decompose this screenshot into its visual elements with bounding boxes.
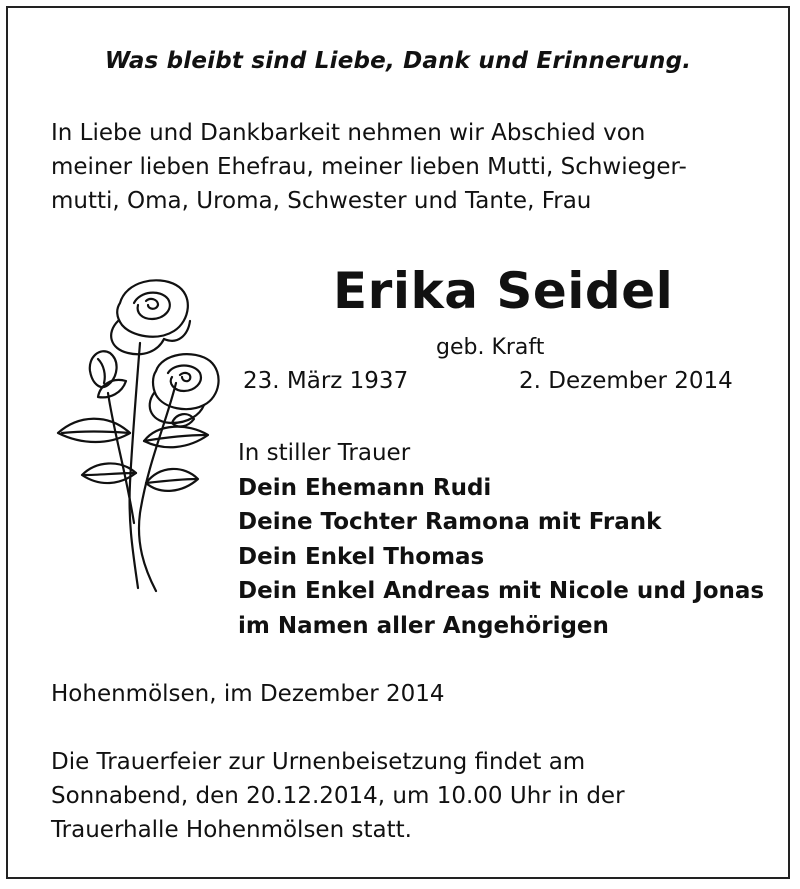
place-date: Hohenmölsen, im Dezember 2014 bbox=[51, 681, 445, 707]
mourning-heading: In stiller Trauer bbox=[238, 440, 411, 466]
rose-illustration-icon bbox=[48, 273, 238, 603]
mourner-name: Dein Ehemann Rudi bbox=[238, 474, 492, 501]
birth-date: 23. März 1937 bbox=[243, 368, 409, 394]
intro-text bbox=[51, 116, 781, 218]
deceased-name: Erika Seidel bbox=[333, 262, 674, 320]
maiden-name: geb. Kraft bbox=[436, 335, 545, 360]
mourner-name: Deine Tochter Ramona mit Frank bbox=[238, 509, 662, 535]
death-date: 2. Dezember 2014 bbox=[519, 368, 733, 394]
obituary-notice bbox=[6, 6, 790, 879]
intro-line: In Liebe und Dankbarkeit nehmen wir Abschied von bbox=[51, 120, 646, 146]
mourner-name: Dein Enkel Thomas bbox=[238, 543, 485, 570]
intro-line: meiner lieben Ehefrau, meiner lieben Mutti, Schwieger- bbox=[51, 154, 687, 180]
motto: Was bleibt sind Liebe, Dank und Erinnerung. bbox=[104, 48, 692, 74]
mourners-list bbox=[238, 436, 764, 643]
intro-line: mutti, Oma, Uroma, Schwester und Tante, Frau bbox=[51, 188, 592, 214]
ceremony-line: Sonnabend, den 20.12.2014, um 10.00 Uhr in der bbox=[51, 783, 625, 809]
ceremony-line: Die Trauerfeier zur Urnenbeisetzung findet am bbox=[51, 749, 586, 775]
ceremony-text bbox=[51, 745, 625, 847]
mourner-name: im Namen aller Angehörigen bbox=[238, 612, 609, 639]
mourner-name: Dein Enkel Andreas mit Nicole und Jonas bbox=[238, 578, 765, 604]
ceremony-line: Trauerhalle Hohenmölsen statt. bbox=[51, 817, 412, 843]
